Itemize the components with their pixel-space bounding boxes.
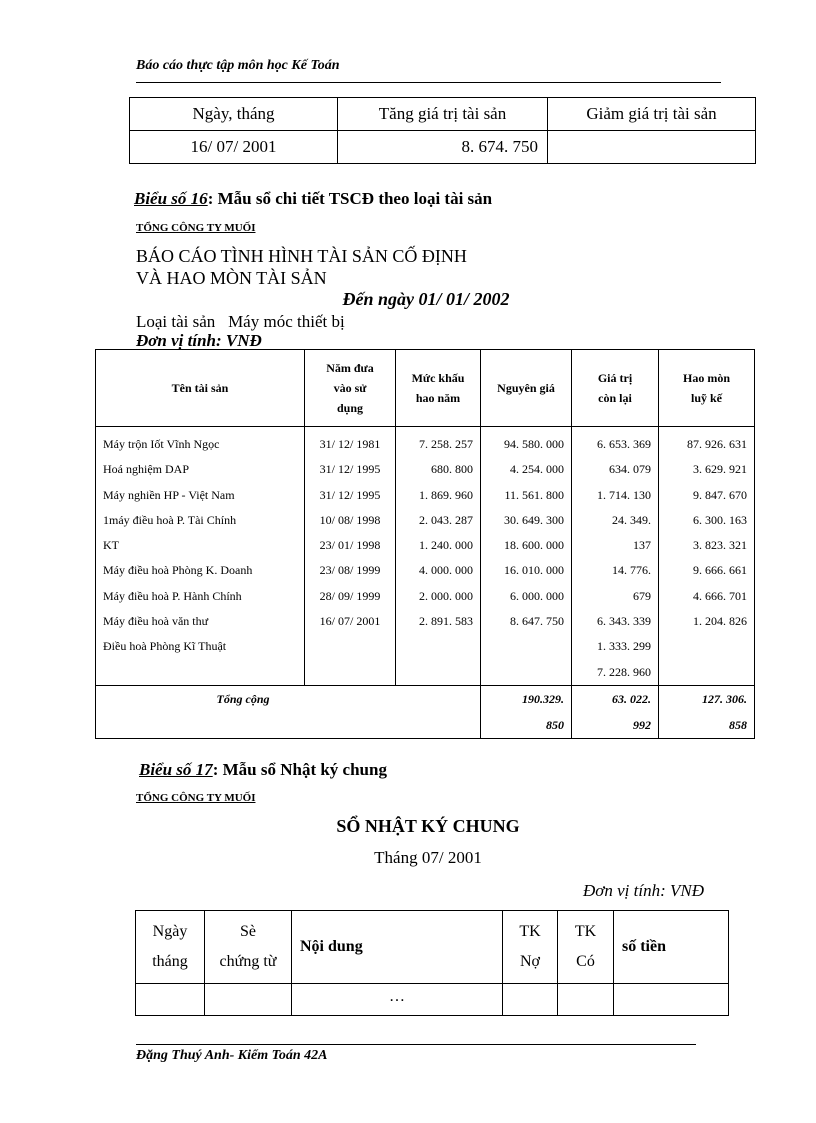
col-depreciation — [659, 350, 755, 427]
col-year-line2: vào sử — [333, 381, 367, 395]
col-debit-line1: TK — [519, 923, 541, 940]
col-debit-line2: Nợ — [519, 953, 540, 970]
col-voucher-line1: Sè — [240, 923, 256, 940]
report-date: Đến ngày 01/ 01/ 2002 — [342, 289, 510, 309]
footer-author: Đặng Thuý Anh- Kiểm Toán 42A — [136, 1048, 328, 1063]
journal-table — [135, 910, 729, 1016]
total-label: Tổng cộng — [96, 685, 481, 738]
remaining-value: 679 — [633, 588, 651, 603]
remaining-value: 7. 228. 960 — [597, 664, 651, 679]
depreciation-value: 9. 666. 661 — [693, 563, 747, 578]
depreciation-value: 4. 666. 701 — [693, 588, 747, 603]
journal-ellipsis: … — [292, 984, 503, 1016]
col-amount: số tiền — [614, 911, 729, 984]
journal-month: Tháng 07/ 2001 — [374, 848, 482, 867]
rate-value: 2. 000. 000 — [419, 588, 473, 603]
company-name-2: TỔNG CÔNG TY MUỐI — [136, 792, 256, 804]
year-value: 31/ 12/ 1995 — [319, 462, 381, 477]
form16-label: Biểu số 16 — [134, 189, 208, 208]
remaining-value: 1. 333. 299 — [597, 639, 651, 654]
rate-value: 680. 800 — [431, 462, 473, 477]
depreciation-value: 3. 823. 321 — [693, 538, 747, 553]
asset-years — [305, 427, 396, 686]
col-year — [305, 350, 396, 427]
form17-title-text: : Mẫu sổ Nhật ký chung — [212, 760, 387, 779]
asset-remaining — [572, 427, 659, 686]
col-journal-date — [136, 911, 205, 984]
remaining-value: 634. 079 — [609, 462, 651, 477]
col-remaining-line1: Giá trị — [597, 371, 633, 385]
year-value: 10/ 08/ 1998 — [319, 512, 381, 527]
col-date-line2: tháng — [152, 953, 188, 970]
total-remaining-line1: 63. 022. — [612, 691, 651, 706]
asset-type-label: Loại tài sản — [136, 312, 216, 331]
total-cost-line1: 190.329. — [522, 691, 564, 706]
asset-depreciation — [659, 427, 755, 686]
journal-cell — [614, 984, 729, 1016]
remaining-value: 24. 349. — [612, 512, 651, 527]
col-voucher — [205, 911, 292, 984]
cost-value: 11. 561. 800 — [504, 487, 564, 502]
depreciation-value: 9. 847. 670 — [693, 487, 747, 502]
asset-type — [136, 312, 345, 332]
asset-name: Hoá nghiệm DAP — [103, 462, 189, 477]
depreciation-value: 1. 204. 826 — [693, 614, 747, 629]
footer-rule — [136, 1044, 696, 1045]
report-title-line1: BÁO CÁO TÌNH HÌNH TÀI SẢN CỐ ĐỊNH — [136, 246, 467, 266]
col-date-line1: Ngày — [152, 923, 188, 940]
form16-title — [134, 189, 492, 209]
cost-value: 6. 000. 000 — [510, 588, 564, 603]
col-year-line3: dụng — [336, 401, 364, 415]
col-dep-line2: luỹ kế — [690, 391, 722, 405]
col-cost: Nguyên giá — [481, 350, 572, 427]
remaining-value: 14. 776. — [612, 563, 651, 578]
unit-label: Đơn vị tính: VNĐ — [136, 331, 262, 350]
year-value: 31/ 12/ 1981 — [319, 437, 381, 451]
col-dep-line1: Hao mòn — [682, 371, 730, 385]
col-rate — [396, 350, 481, 427]
asset-name: Máy điều hoà P. Hành Chính — [103, 588, 242, 603]
depreciation-value: 6. 300. 163 — [693, 512, 747, 527]
cost-value: 30. 649. 300 — [504, 512, 564, 527]
col-year-line1: Năm đưa — [326, 361, 374, 375]
asset-name: Điều hoà Phòng Kĩ Thuật — [103, 639, 227, 654]
total-cost-line2: 850 — [546, 717, 564, 732]
col-remaining-line2: còn lại — [598, 391, 632, 405]
remaining-value: 6. 653. 369 — [597, 437, 651, 451]
asset-rates — [396, 427, 481, 686]
total-remaining — [572, 685, 659, 738]
asset-name: Máy điều hoà văn thư — [103, 614, 209, 629]
year-value: 23/ 08/ 1999 — [319, 563, 381, 578]
remaining-value: 137 — [633, 538, 651, 553]
cost-value: 8. 647. 750 — [510, 614, 564, 629]
total-dep-line1: 127. 306. — [702, 691, 747, 706]
asset-name: Máy trộn Iốt Vĩnh Ngọc — [103, 437, 220, 451]
col-credit-line1: TK — [574, 923, 597, 940]
col-increase: Tăng giá trị tài sản — [338, 98, 548, 131]
total-cost — [481, 685, 572, 738]
fixed-asset-table — [95, 349, 755, 739]
journal-unit: Đơn vị tính: VNĐ — [583, 881, 704, 900]
col-decrease: Giảm giá trị tài sản — [548, 98, 756, 131]
remaining-value: 1. 714. 130 — [597, 487, 651, 502]
col-content: Nội dung — [292, 911, 503, 984]
col-credit-line2: Có — [576, 953, 595, 970]
asset-names — [96, 427, 305, 686]
asset-costs — [481, 427, 572, 686]
form17-label: Biểu số 17 — [139, 760, 213, 779]
header-rule — [136, 82, 721, 83]
year-value: 28/ 09/ 1999 — [319, 588, 381, 603]
col-credit — [558, 911, 614, 984]
total-depreciation — [659, 685, 755, 738]
page-header: Báo cáo thực tập môn học Kế Toán — [136, 58, 340, 73]
col-remaining — [572, 350, 659, 427]
total-remaining-line2: 992 — [633, 717, 651, 732]
asset-name: KT — [103, 538, 119, 553]
cost-value: 16. 010. 000 — [504, 563, 564, 578]
journal-cell — [558, 984, 614, 1016]
rate-value: 4. 000. 000 — [419, 563, 473, 578]
year-value: 16/ 07/ 2001 — [319, 614, 381, 629]
col-voucher-line2: chứng từ — [219, 953, 277, 970]
report-title-line2: VÀ HAO MÒN TÀI SẢN — [136, 268, 327, 288]
remaining-value: 6. 343. 339 — [597, 614, 651, 629]
total-dep-line2: 858 — [729, 717, 747, 732]
journal-cell — [205, 984, 292, 1016]
form17-title — [139, 760, 387, 780]
cost-value: 4. 254. 000 — [510, 462, 564, 477]
rate-value: 2. 891. 583 — [419, 614, 473, 629]
company-name: TỔNG CÔNG TY MUỐI — [136, 222, 256, 234]
asset-type-value: Máy móc thiết bị — [228, 312, 345, 331]
journal-cell — [136, 984, 205, 1016]
depreciation-value: 87. 926. 631 — [687, 437, 747, 451]
col-debit — [503, 911, 558, 984]
cost-value: 94. 580. 000 — [504, 437, 564, 451]
cell-decrease — [548, 131, 756, 164]
cell-date: 16/ 07/ 2001 — [130, 131, 338, 164]
rate-value: 1. 869. 960 — [419, 487, 473, 502]
journal-cell — [503, 984, 558, 1016]
col-date: Ngày, tháng — [130, 98, 338, 131]
form16-title-text: : Mẫu sổ chi tiết TSCĐ theo loại tài sản — [207, 189, 493, 208]
asset-name: Máy nghiền HP - Việt Nam — [103, 487, 235, 502]
asset-change-table — [129, 97, 756, 164]
year-value: 31/ 12/ 1995 — [319, 487, 381, 502]
col-rate-line1: Mức khấu — [411, 371, 465, 385]
asset-name: 1máy điều hoà P. Tài Chính — [103, 512, 237, 527]
asset-name: Máy điều hoà Phòng K. Doanh — [103, 563, 253, 578]
col-asset-name: Tên tài sản — [96, 350, 305, 427]
depreciation-value: 3. 629. 921 — [693, 462, 747, 477]
rate-value: 7. 258. 257 — [419, 437, 473, 451]
col-rate-line2: hao năm — [415, 391, 461, 405]
rate-value: 1. 240. 000 — [419, 538, 473, 553]
year-value: 23/ 01/ 1998 — [319, 538, 381, 553]
rate-value: 2. 043. 287 — [419, 512, 473, 527]
cell-increase: 8. 674. 750 — [338, 131, 548, 164]
journal-title: SỔ NHẬT KÝ CHUNG — [336, 816, 520, 836]
cost-value: 18. 600. 000 — [504, 538, 564, 553]
